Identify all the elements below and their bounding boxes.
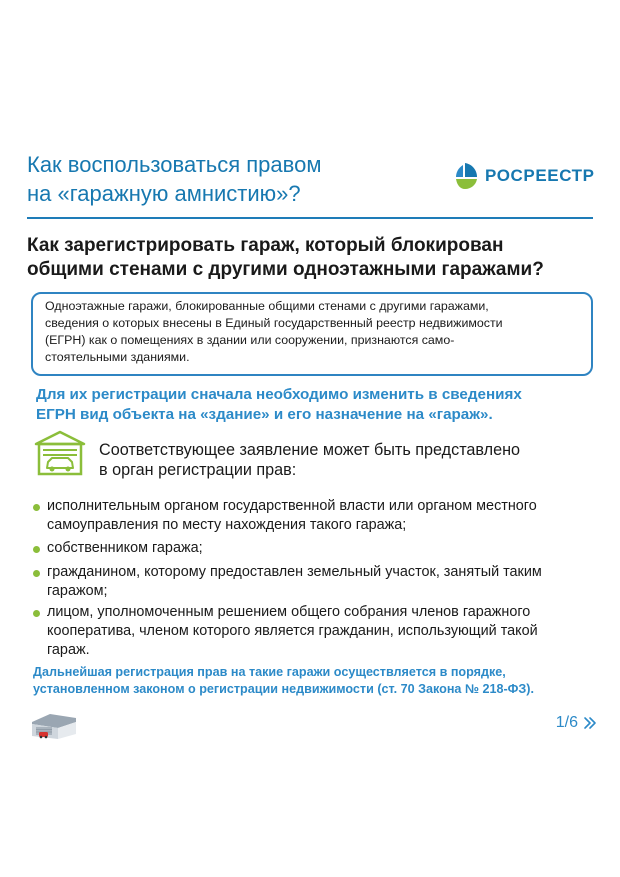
list-item-text	[47, 563, 542, 601]
list-item-line: собственником гаража;	[47, 540, 203, 556]
title-line-1: Как воспользоваться правом	[27, 152, 322, 177]
footer-note-line: Дальнейшая регистрация прав на такие гаражи осуществляется в порядке,	[33, 665, 506, 679]
list-item-line: гражданином, которому предоставлен земельный участок, занятый таким	[47, 564, 542, 580]
note-line: ЕГРН вид объекта на «здание» и его назначение на «гараж».	[36, 406, 493, 423]
list-item-line: гараж.	[47, 642, 90, 658]
garage-icon	[34, 430, 86, 476]
list-item-line: лицом, уполномоченным решением общего собрания членов гаражного	[47, 604, 531, 620]
rosreestr-logo	[455, 161, 595, 191]
info-box	[31, 292, 593, 376]
list-item-line: исполнительным органом государственной власти или органом местного	[47, 498, 537, 514]
list-item-text	[47, 603, 538, 660]
list-item-line: гаражом;	[47, 583, 108, 599]
rosreestr-logo-icon	[455, 162, 479, 190]
highlight-note	[36, 385, 596, 425]
logo-text: РОСРЕЕСТР	[485, 166, 595, 185]
list-item-line: самоуправления по месту нахождения такого гаража;	[47, 517, 407, 533]
info-box-line: Одноэтажные гаражи, блокированные общими стенами с другими гаражами,	[45, 299, 489, 313]
footer-note	[33, 664, 593, 698]
list-item-text	[47, 539, 203, 558]
page-title	[27, 150, 427, 208]
info-box-line: стоятельными зданиями.	[45, 350, 190, 364]
statement-line: в орган регистрации прав:	[99, 461, 297, 479]
question-heading	[27, 234, 593, 282]
info-box-line: сведения о которых внесены в Единый государственный реестр недвижимости	[45, 316, 503, 330]
list-item-line: кооператива, членом которого является гражданин, использующий такой	[47, 623, 538, 639]
garage-illustration-icon	[30, 710, 78, 740]
statement-text	[99, 440, 579, 480]
header-divider	[27, 217, 593, 219]
question-line-2: общими стенами с другими одноэтажными гаражами?	[27, 259, 544, 280]
bullet-dot	[33, 610, 40, 617]
bullet-dot	[33, 570, 40, 577]
info-box-line: (ЕГРН) как о помещениях в здании или сооружении, признаются само-	[45, 333, 455, 347]
list-item-text	[47, 497, 537, 535]
bullet-dot	[33, 504, 40, 511]
bullet-dot	[33, 546, 40, 553]
question-line-1: Как зарегистрировать гараж, который блокирован	[27, 235, 504, 256]
footer-note-line: установленном законом о регистрации недвижимости (ст. 70 Закона № 218-ФЗ).	[33, 682, 534, 696]
title-line-2: на «гаражную амнистию»?	[27, 181, 301, 206]
pager[interactable]	[556, 714, 598, 732]
statement-line: Соответствующее заявление может быть представлено	[99, 441, 521, 459]
page-counter: 1/6	[555, 714, 578, 731]
double-chevron-right-icon[interactable]	[582, 715, 598, 731]
note-line: Для их регистрации сначала необходимо изменить в сведениях	[36, 386, 522, 403]
